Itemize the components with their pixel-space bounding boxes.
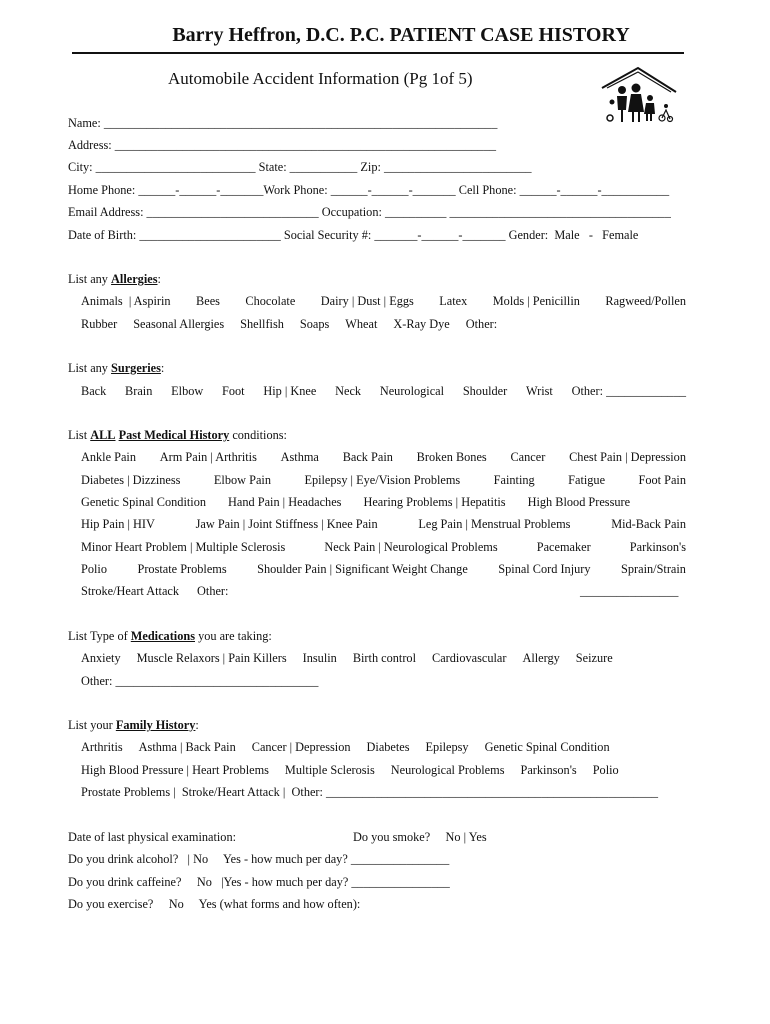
condition-option[interactable]: Hand Pain | Headaches [228,495,342,509]
surgery-option[interactable]: Wrist [525,384,553,398]
medical-row-2[interactable] [81,473,686,488]
condition-option[interactable]: Fatigue [568,473,606,487]
page-title: Barry Heffron, D.C. P.C. PATIENT CASE HISTORY [172,24,630,46]
medication-option[interactable]: Allergy [522,651,560,665]
allergy-option[interactable]: X-Ray Dye [393,317,450,331]
surgery-option[interactable]: Shoulder [462,384,508,398]
condition-option[interactable]: Shoulder Pain | Significant Weight Change [257,562,468,576]
family-house-icon [598,66,680,126]
condition-option[interactable]: Diabetes | Dizziness [81,473,181,487]
medical-row-6[interactable] [81,562,686,577]
condition-other[interactable]: Other: [197,584,229,598]
condition-option[interactable]: Chest Pain | Depression [569,450,686,464]
family-condition-option[interactable]: Cancer | Depression [251,740,351,754]
surgery-option[interactable]: Neurological [379,384,445,398]
allergy-option[interactable]: Soaps [299,317,330,331]
family-history-heading: List your Family History: [68,718,199,732]
condition-option[interactable]: Polio [81,562,107,576]
allergy-other[interactable]: Other: [465,317,498,331]
medication-option[interactable]: Cardiovascular [432,651,507,665]
condition-option[interactable]: Pacemaker [536,540,591,554]
condition-option[interactable]: Parkinson's [629,540,686,554]
condition-option[interactable]: Jaw Pain | Joint Stiffness | Knee Pain [195,517,378,531]
address-field[interactable]: Address: ______________________________________________________________ [68,138,496,152]
allergy-option[interactable]: Bees [196,294,220,308]
allergy-option[interactable]: Wheat [345,317,378,331]
dob-ssn-gender-field[interactable]: Date of Birth: _______________________ Social Security #: _______-______-_______ Gender: Male - Female [68,228,639,242]
medical-history-heading: List ALL Past Medical History conditions: [68,428,287,442]
condition-option[interactable]: Spinal Cord Injury [498,562,591,576]
allergy-option[interactable]: Chocolate [245,294,296,308]
condition-option[interactable]: High Blood Pressure [527,495,631,509]
medications-row-1[interactable] [81,651,613,666]
allergy-option[interactable]: Shellfish [240,317,284,331]
condition-option[interactable]: Neck Pain | Neurological Problems [324,540,498,554]
family-condition-option[interactable]: Arthritis [81,740,123,754]
condition-option[interactable]: Cancer [510,450,546,464]
surgeries-heading: List any Surgeries: [68,361,165,375]
surgery-other[interactable]: Other: _____________ [571,384,686,398]
condition-option[interactable]: Fainting [493,473,535,487]
condition-option[interactable]: Epilepsy | Eye/Vision Problems [304,473,461,487]
surgery-option[interactable]: Elbow [171,384,204,398]
medication-option[interactable]: Muscle Relaxors | Pain Killers [136,651,287,665]
medical-row-3[interactable] [81,495,630,510]
surgeries-row-1[interactable] [81,384,686,399]
family-condition-option[interactable]: Multiple Sclerosis [284,763,375,777]
surgery-option[interactable]: Hip | Knee [263,384,317,398]
condition-option[interactable]: Ankle Pain [81,450,136,464]
condition-option[interactable]: Foot Pain [638,473,686,487]
last-physical-question[interactable]: Date of last physical examination: [68,830,237,844]
allergy-option[interactable]: Seasonal Allergies [133,317,225,331]
medication-option[interactable]: Insulin [302,651,337,665]
condition-option[interactable]: Sprain/Strain [621,562,686,576]
medical-row-7[interactable] [81,584,228,599]
condition-option[interactable]: Arm Pain | Arthritis [159,450,257,464]
condition-other-blank[interactable]: ________________ [580,584,679,598]
page-subtitle: Automobile Accident Information (Pg 1of 5) [168,69,473,88]
allergy-option[interactable]: Molds | Penicillin [492,294,580,308]
surgery-option[interactable]: Neck [335,384,362,398]
allergy-option[interactable]: Animals | Aspirin [81,294,171,308]
condition-option[interactable]: Genetic Spinal Condition [81,495,207,509]
surgery-option[interactable]: Brain [125,384,153,398]
email-occupation-field[interactable]: Email Address: ____________________________ Occupation: __________ ____________________________________ [68,205,671,219]
allergy-option[interactable]: Rubber [81,317,118,331]
family-condition-option[interactable]: Parkinson's [520,763,577,777]
condition-option[interactable]: Back Pain [342,450,393,464]
family-row-3[interactable]: Prostate Problems | Stroke/Heart Attack | Other: ______________________________________________________ [81,785,659,799]
medical-row-4[interactable] [81,517,686,532]
medical-row-5[interactable] [81,540,686,555]
family-condition-option[interactable]: Epilepsy [425,740,469,754]
medications-heading: List Type of Medications you are taking: [68,629,272,643]
family-condition-option[interactable]: High Blood Pressure | Heart Problems [81,763,269,777]
family-condition-option[interactable]: Genetic Spinal Condition [484,740,610,754]
condition-option[interactable]: Prostate Problems [137,562,227,576]
condition-option[interactable]: Elbow Pain [213,473,271,487]
family-condition-option[interactable]: Neurological Problems [390,763,505,777]
family-condition-option[interactable]: Polio [592,763,619,777]
family-condition-option[interactable]: Diabetes [366,740,410,754]
medication-other-field[interactable]: Other: _________________________________ [81,674,319,688]
medical-row-1[interactable] [81,450,686,465]
condition-option[interactable]: Hip Pain | HIV [81,517,155,531]
caffeine-question[interactable]: Do you drink caffeine? No |Yes - how much per day? ________________ [68,875,450,889]
condition-option[interactable]: Leg Pain | Menstrual Problems [418,517,571,531]
condition-option[interactable]: Asthma [280,450,319,464]
medication-option[interactable]: Birth control [352,651,416,665]
allergies-row-1[interactable] [81,294,686,309]
condition-option[interactable]: Stroke/Heart Attack [81,584,180,598]
condition-option[interactable]: Broken Bones [416,450,487,464]
name-field[interactable]: Name: ________________________________________________________________ [68,116,498,130]
family-row-2[interactable] [81,763,619,778]
smoke-question[interactable]: Do you smoke? No | Yes [353,830,487,844]
allergy-option[interactable]: Latex [439,294,468,308]
city-state-zip-field[interactable]: City: __________________________ State: ___________ Zip: ________________________ [68,160,532,174]
title-divider [72,52,684,54]
condition-option[interactable]: Mid-Back Pain [611,517,686,531]
family-row-1[interactable] [81,740,610,755]
surgery-option[interactable]: Back [81,384,107,398]
condition-option[interactable]: Hearing Problems | Hepatitis [363,495,506,509]
condition-option[interactable]: Minor Heart Problem | Multiple Sclerosis [81,540,286,554]
medication-option[interactable]: Seizure [575,651,613,665]
phone-fields[interactable]: Home Phone: ______-______-_______Work Phone: ______-______-_______ Cell Phone: ______-______-___________ [68,183,670,197]
allergy-option[interactable]: Dairy | Dust | Eggs [320,294,414,308]
family-condition-option[interactable]: Asthma | Back Pain [138,740,236,754]
surgery-option[interactable]: Foot [222,384,245,398]
allergy-option[interactable]: Ragweed/Pollen [605,294,686,308]
allergies-row-2[interactable] [81,317,497,332]
alcohol-question[interactable]: Do you drink alcohol? | No Yes - how much per day? ________________ [68,852,450,866]
medication-option[interactable]: Anxiety [81,651,121,665]
exercise-question[interactable]: Do you exercise? No Yes (what forms and how often): [68,897,361,911]
allergies-heading: List any Allergies: [68,272,161,286]
